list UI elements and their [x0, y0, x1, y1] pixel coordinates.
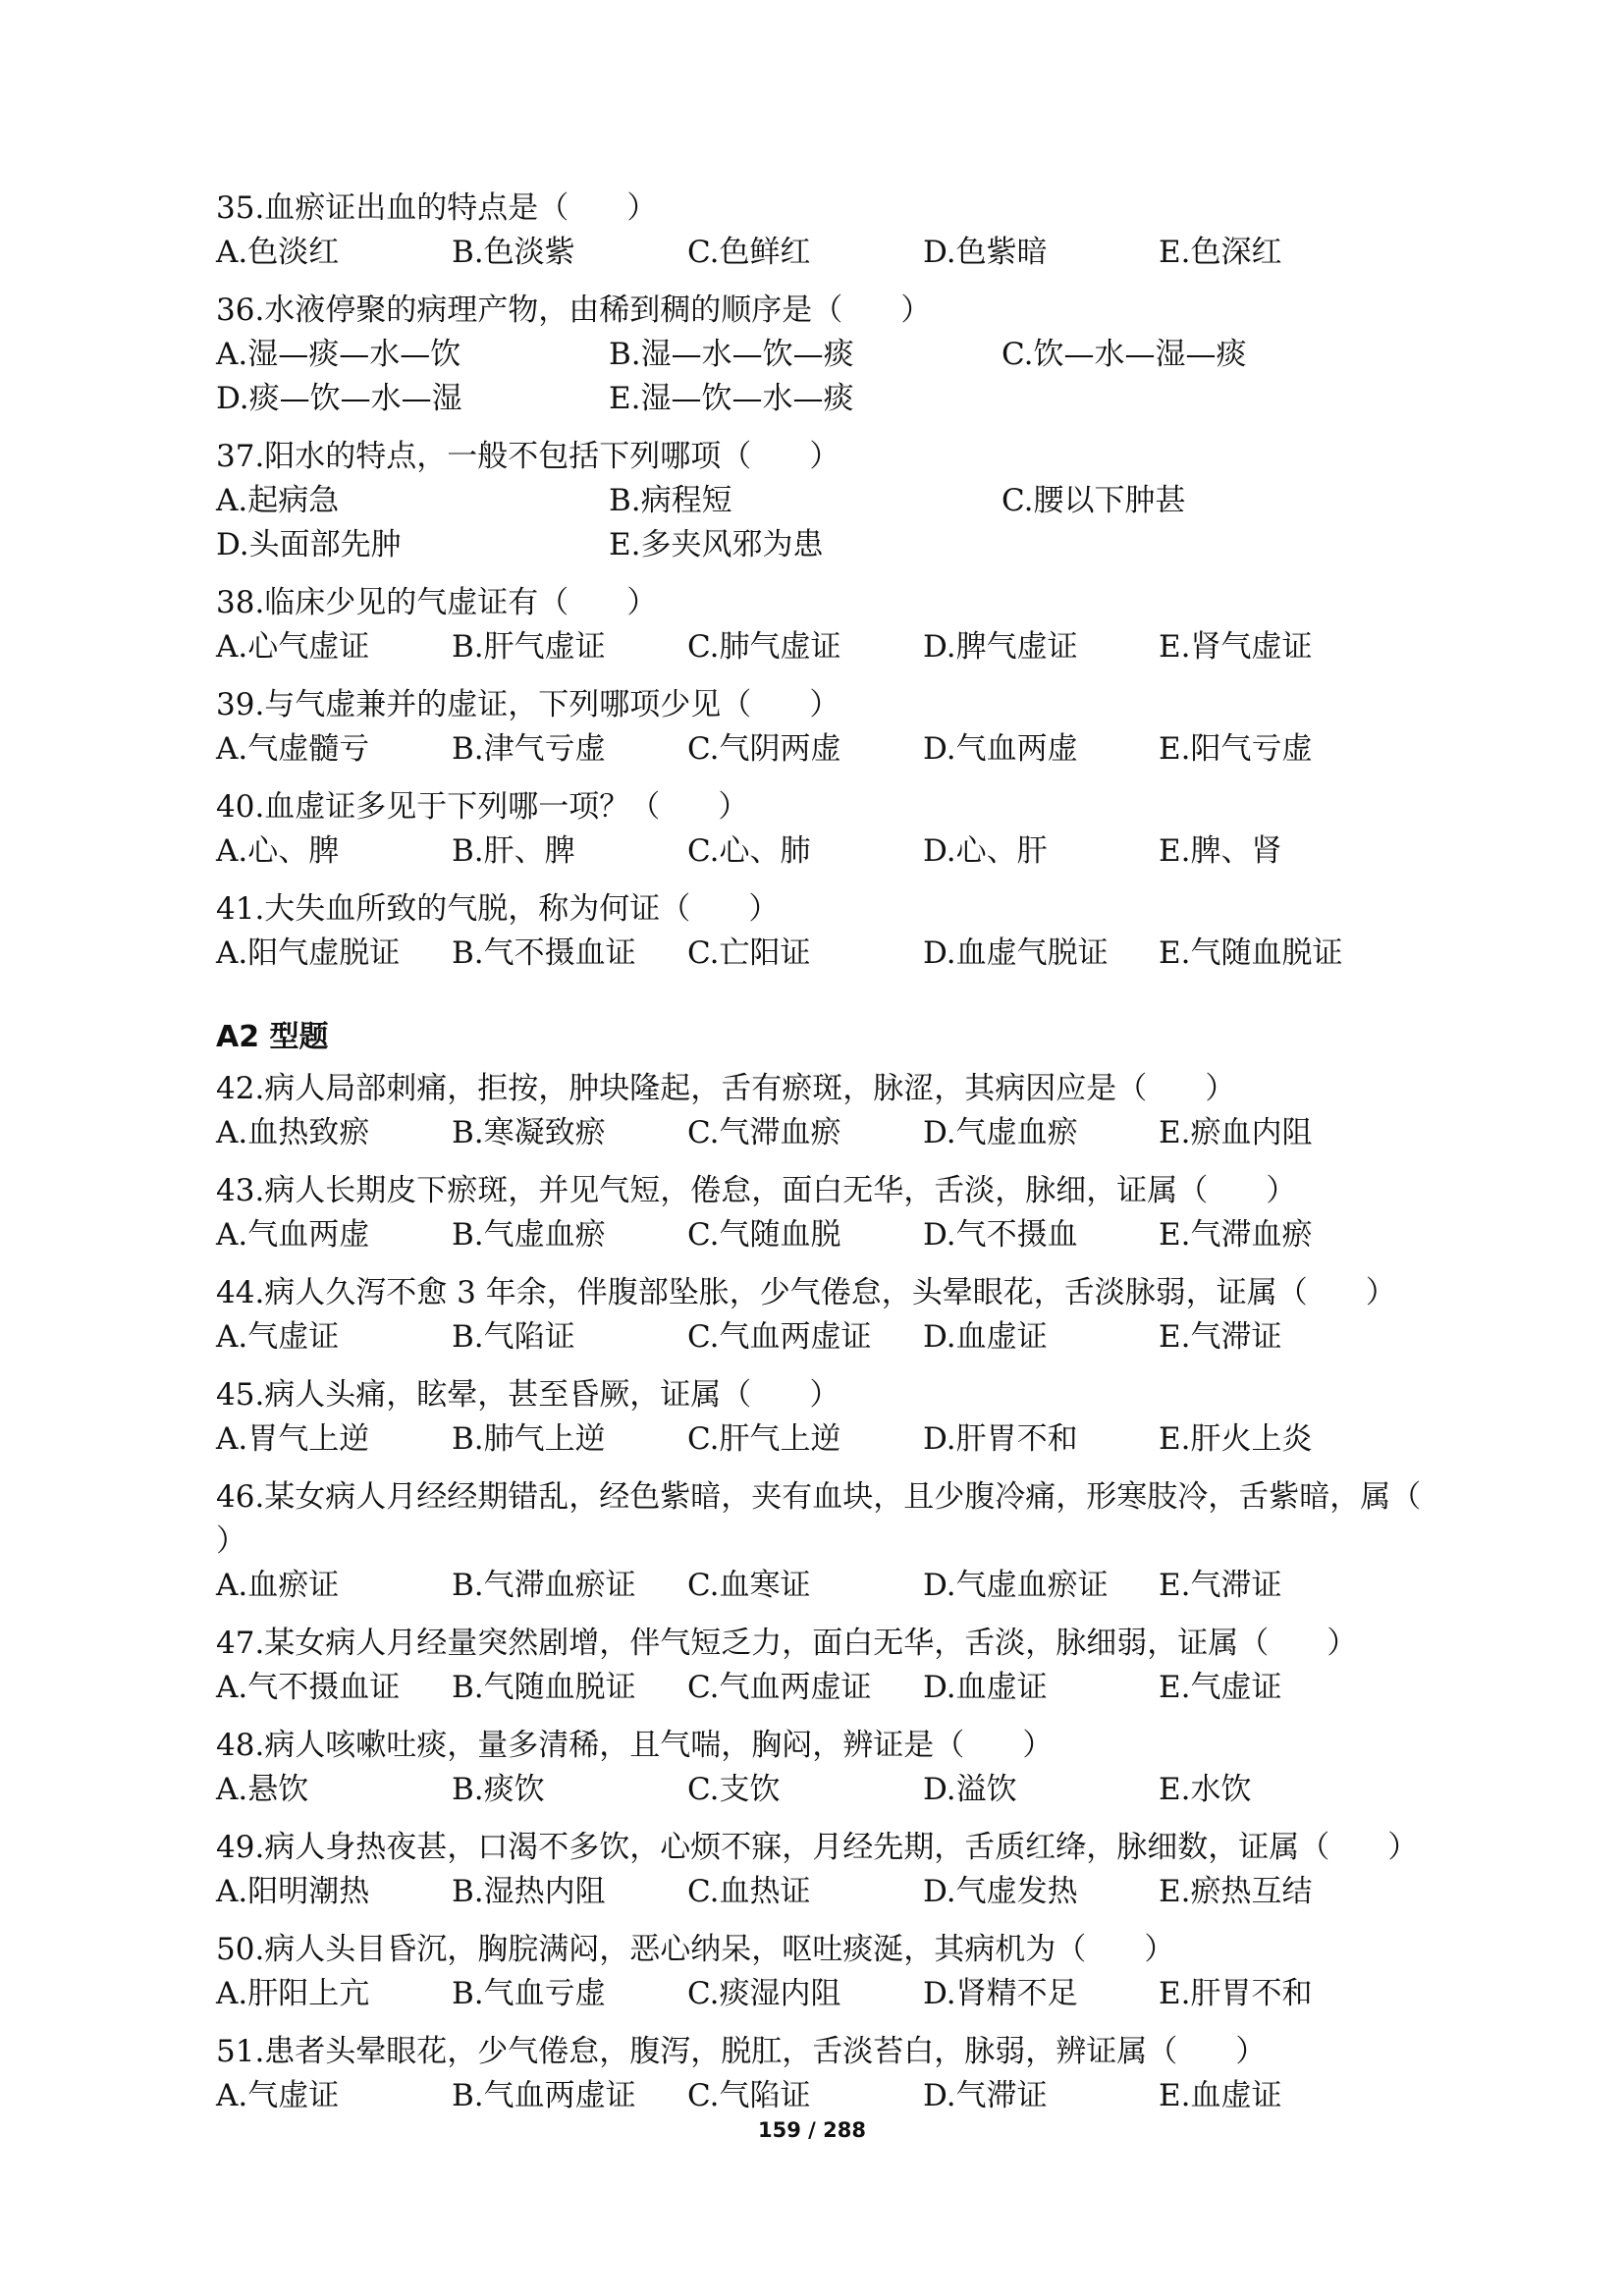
- answer-option: C.色鲜红: [687, 235, 811, 270]
- answer-option: E.肾气虚证: [1159, 629, 1313, 665]
- answer-option: C.血寒证: [687, 1568, 811, 1603]
- question-group-a1: [216, 187, 1443, 976]
- answer-option: A.气血两虚: [216, 1217, 370, 1253]
- option-list: [216, 829, 1443, 874]
- answer-option: E.阳气亏虚: [1159, 731, 1313, 767]
- question-stem: 39.与气虚兼并的虚证，下列哪项少见（ ）: [216, 687, 840, 722]
- answer-option: A.湿—痰—水—饮: [216, 337, 461, 372]
- question-item: [216, 1475, 1480, 1608]
- answer-option: B.气虚血瘀: [452, 1217, 606, 1253]
- question-item: [216, 187, 1443, 275]
- answer-option: A.血热致瘀: [216, 1115, 370, 1150]
- answer-option: E.气滞血瘀: [1159, 1217, 1313, 1253]
- answer-option: B.津气亏虚: [452, 731, 606, 767]
- answer-option: B.肺气上逆: [452, 1421, 606, 1457]
- answer-option: E.瘀血内阻: [1159, 1115, 1313, 1150]
- answer-option: A.阳明潮热: [216, 1874, 370, 1909]
- option-list: [216, 1666, 1443, 1710]
- answer-option: B.气血亏虚: [452, 1976, 606, 2011]
- answer-option: A.血瘀证: [216, 1568, 340, 1603]
- answer-option: B.气滞血瘀证: [452, 1568, 636, 1603]
- answer-option: D.气滞证: [923, 2078, 1048, 2113]
- answer-option: B.湿热内阻: [452, 1874, 606, 1909]
- answer-option: E.肝胃不和: [1159, 1976, 1313, 2011]
- question-stem: 51.患者头晕眼花，少气倦怠，腹泻，脱肛，舌淡苔白，脉弱，辨证属（ ）: [216, 2034, 1267, 2069]
- option-list: [216, 1972, 1443, 2016]
- answer-option: D.溢饮: [923, 1772, 1017, 1807]
- answer-option: C.腰以下肿甚: [1001, 483, 1186, 518]
- answer-option: E.水饮: [1159, 1772, 1252, 1807]
- answer-option: C.血热证: [687, 1874, 811, 1909]
- answer-option: E.色深红: [1159, 235, 1282, 270]
- answer-option: C.支饮: [687, 1772, 781, 1807]
- question-stem: 46.某女病人月经经期错乱，经色紫暗，夹有血块，且少腹冷痛，形寒肢冷，舌紫暗，属（ ）: [216, 1479, 1480, 1559]
- option-list: [216, 727, 1443, 772]
- question-stem: 45.病人头痛，眩晕，甚至昏厥，证属（ ）: [216, 1377, 840, 1413]
- answer-option: B.气不摄血证: [452, 935, 636, 971]
- answer-option: C.痰湿内阻: [687, 1976, 841, 2011]
- answer-option: D.肝胃不和: [923, 1421, 1078, 1457]
- section-heading-a2: A2 型题: [216, 1020, 329, 1054]
- question-item: [216, 887, 1443, 976]
- answer-option: B.气随血脱证: [452, 1670, 636, 1705]
- question-item: [216, 1067, 1443, 1155]
- answer-option: B.肝气虚证: [452, 629, 606, 665]
- question-stem: 47.某女病人月经量突然剧增，伴气短乏力，面白无华，舌淡，脉细弱，证属（ ）: [216, 1626, 1358, 1661]
- answer-option: D.心、肝: [923, 833, 1048, 869]
- answer-option: D.血虚证: [923, 1319, 1048, 1355]
- option-list: [216, 625, 1443, 669]
- answer-option: B.色淡紫: [452, 235, 575, 270]
- answer-option: C.肺气虚证: [687, 629, 841, 665]
- answer-option: D.肾精不足: [923, 1976, 1078, 2011]
- answer-option: B.湿—水—饮—痰: [609, 337, 854, 372]
- question-item: [216, 1622, 1443, 1710]
- answer-option: A.起病急: [216, 483, 340, 518]
- answer-option: D.气血两虚: [923, 731, 1078, 767]
- question-list: [216, 187, 1480, 2132]
- answer-option: C.亡阳证: [687, 935, 811, 971]
- option-list: [216, 333, 1443, 421]
- answer-option: A.心气虚证: [216, 629, 370, 665]
- answer-option: D.血虚气脱证: [923, 935, 1109, 971]
- question-stem: 36.水液停聚的病理产物，由稀到稠的顺序是（ ）: [216, 293, 932, 328]
- answer-option: E.多夹风邪为患: [609, 527, 824, 562]
- answer-option: B.病程短: [609, 483, 732, 518]
- answer-option: C.气血两虚证: [687, 1670, 872, 1705]
- question-item: [216, 1373, 1443, 1462]
- option-list: [216, 2074, 1443, 2118]
- answer-option: A.悬饮: [216, 1772, 309, 1807]
- question-stem: 50.病人头目昏沉，胸脘满闷，恶心纳呆，呕吐痰涎，其病机为（ ）: [216, 1932, 1175, 1967]
- answer-option: C.心、肺: [687, 833, 811, 869]
- question-stem: 41.大失血所致的气脱，称为何证（ ）: [216, 891, 780, 927]
- answer-option: D.气虚血瘀证: [923, 1568, 1109, 1603]
- question-item: [216, 1271, 1443, 1360]
- answer-option: E.气虚证: [1159, 1670, 1282, 1705]
- question-stem: 49.病人身热夜甚，口渴不多饮，心烦不寐，月经先期，舌质红绛，脉细数，证属（ ）: [216, 1830, 1419, 1865]
- answer-option: E.气滞证: [1159, 1568, 1282, 1603]
- question-item: [216, 1826, 1443, 1914]
- answer-option: D.气虚血瘀: [923, 1115, 1078, 1150]
- option-list: [216, 479, 1443, 567]
- question-item: [216, 785, 1443, 874]
- question-item: [216, 289, 1443, 421]
- question-stem: 40.血虚证多见于下列哪一项？（ ）: [216, 789, 749, 825]
- answer-option: B.寒凝致瘀: [452, 1115, 606, 1150]
- answer-option: A.心、脾: [216, 833, 340, 869]
- answer-option: D.气不摄血: [923, 1217, 1078, 1253]
- answer-option: C.气滞血瘀: [687, 1115, 841, 1150]
- answer-option: A.气虚证: [216, 2078, 340, 2113]
- answer-option: E.血虚证: [1159, 2078, 1282, 2113]
- question-stem: 48.病人咳嗽吐痰，量多清稀，且气喘，胸闷，辨证是（ ）: [216, 1728, 1054, 1763]
- answer-option: A.色淡红: [216, 235, 340, 270]
- option-list: [216, 932, 1443, 976]
- answer-option: A.肝阳上亢: [216, 1976, 370, 2011]
- page-number: 159 / 288: [758, 2118, 866, 2142]
- answer-option: E.脾、肾: [1159, 833, 1282, 869]
- question-stem: 35.血瘀证出血的特点是（ ）: [216, 190, 658, 226]
- question-item: [216, 2030, 1443, 2118]
- answer-option: E.肝火上炎: [1159, 1421, 1313, 1457]
- question-item: [216, 683, 1443, 772]
- answer-option: C.气血两虚证: [687, 1319, 872, 1355]
- answer-option: C.饮—水—湿—痰: [1001, 337, 1247, 372]
- question-stem: 42.病人局部刺痛，拒按，肿块隆起，舌有瘀斑，脉涩，其病因应是（ ）: [216, 1071, 1236, 1106]
- answer-option: D.气虚发热: [923, 1874, 1078, 1909]
- question-stem: 37.阳水的特点，一般不包括下列哪项（ ）: [216, 439, 840, 474]
- answer-option: D.头面部先肿: [216, 527, 402, 562]
- option-list: [216, 1870, 1443, 1914]
- answer-option: A.气不摄血证: [216, 1670, 401, 1705]
- question-stem: 43.病人长期皮下瘀斑，并见气短，倦怠，面白无华，舌淡，脉细，证属（ ）: [216, 1173, 1297, 1208]
- answer-option: B.痰饮: [452, 1772, 545, 1807]
- answer-option: C.气陷证: [687, 2078, 811, 2113]
- answer-option: A.气虚髓亏: [216, 731, 370, 767]
- answer-option: D.血虚证: [923, 1670, 1048, 1705]
- answer-option: B.气血两虚证: [452, 2078, 636, 2113]
- option-list: [216, 1564, 1443, 1608]
- answer-option: B.肝、脾: [452, 833, 575, 869]
- answer-option: C.气随血脱: [687, 1217, 841, 1253]
- option-list: [216, 1417, 1443, 1462]
- answer-option: E.瘀热互结: [1159, 1874, 1313, 1909]
- answer-option: A.气虚证: [216, 1319, 340, 1355]
- question-stem: 44.病人久泻不愈 3 年余，伴腹部坠胀，少气倦怠，头晕眼花，舌淡脉弱，证属（ ）: [216, 1275, 1396, 1310]
- question-item: [216, 581, 1443, 669]
- answer-option: E.气滞证: [1159, 1319, 1282, 1355]
- question-group-a2: [216, 1067, 1480, 2118]
- answer-option: A.胃气上逆: [216, 1421, 370, 1457]
- question-item: [216, 1928, 1443, 2016]
- option-list: [216, 1111, 1443, 1155]
- answer-option: D.脾气虚证: [923, 629, 1078, 665]
- answer-option: A.阳气虚脱证: [216, 935, 401, 971]
- answer-option: C.肝气上逆: [687, 1421, 841, 1457]
- answer-option: E.气随血脱证: [1159, 935, 1343, 971]
- answer-option: B.气陷证: [452, 1319, 575, 1355]
- option-list: [216, 231, 1443, 275]
- option-list: [216, 1213, 1443, 1257]
- option-list: [216, 1768, 1443, 1812]
- answer-option: C.气阴两虚: [687, 731, 841, 767]
- question-item: [216, 1724, 1443, 1812]
- answer-option: D.痰—饮—水—湿: [216, 381, 462, 416]
- question-stem: 38.临床少见的气虚证有（ ）: [216, 585, 658, 620]
- answer-option: D.色紫暗: [923, 235, 1048, 270]
- option-list: [216, 1315, 1443, 1360]
- question-item: [216, 1169, 1443, 1257]
- question-item: [216, 435, 1443, 567]
- answer-option: E.湿—饮—水—痰: [609, 381, 854, 416]
